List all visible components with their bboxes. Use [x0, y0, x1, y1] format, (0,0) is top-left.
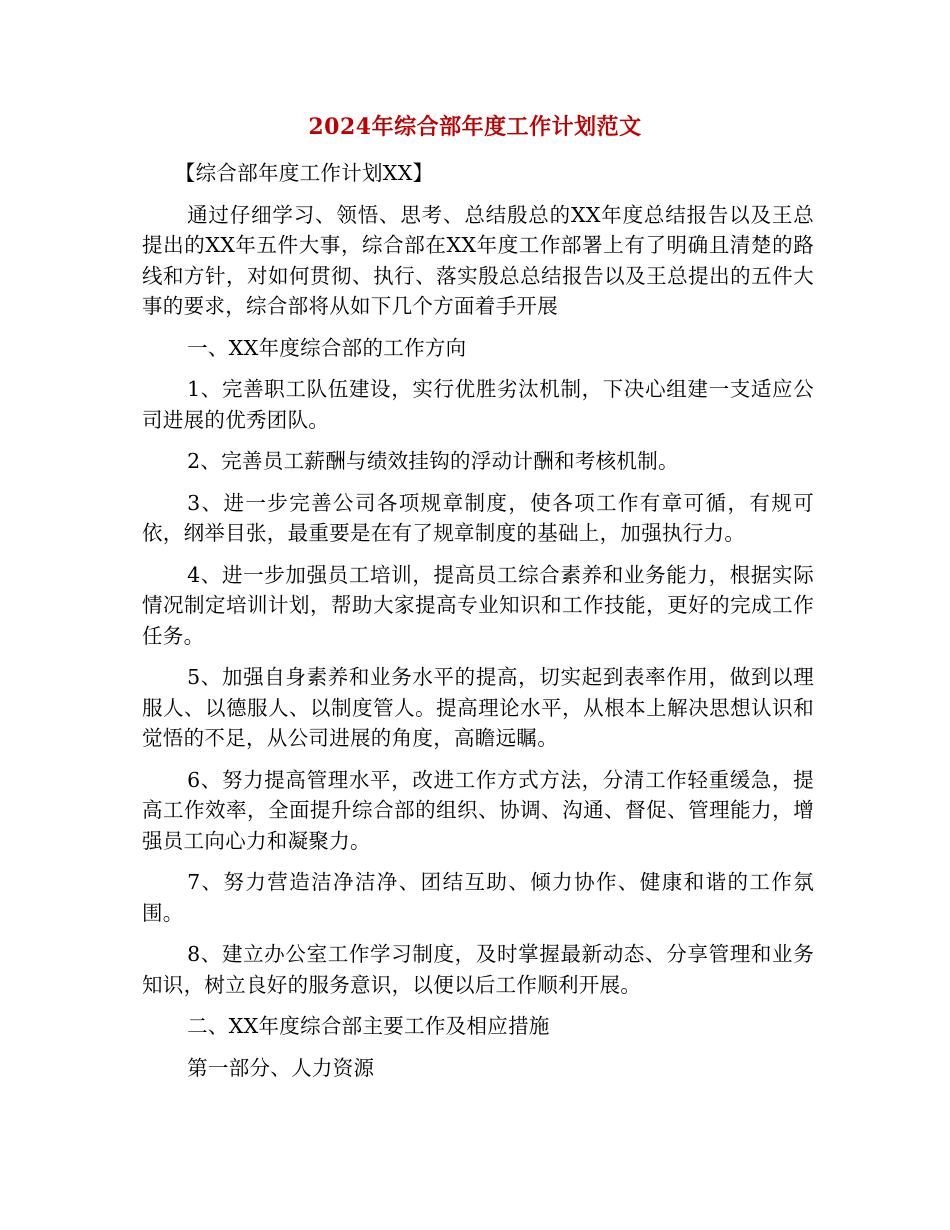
list-item-1: 1、完善职工队伍建设，实行优胜劣汰机制，下决心组建一支适应公司进展的优秀团队。 [142, 377, 814, 432]
subsection-heading: 第一部分、人力资源 [187, 1055, 375, 1080]
document-body [142, 158, 814, 1094]
section-heading-2: 二、XX年度综合部主要工作及相应措施 [187, 1014, 550, 1038]
list-item-2: 2、完善员工薪酬与绩效挂钩的浮动计酬和考核机制。 [187, 449, 679, 473]
list-item-6: 6、努力提高管理水平，改进工作方式方法，分清工作轻重缓急，提高工作效率，全面提升综合部的组织、协调、沟通、督促、管理能力，增强员工向心力和凝聚力。 [142, 767, 814, 853]
document-title: 2024年综合部年度工作计划范文 [308, 114, 642, 140]
section-heading-1: 一、XX年度综合部的工作方向 [187, 335, 467, 360]
list-item-3: 3、进一步完善公司各项规章制度，使各项工作有章可循，有规可依，纲举目张，最重要是在有了规章制度的基础上，加强执行力。 [142, 490, 814, 545]
list-item-7: 7、努力营造洁净洁净、团结互助、倾力协作、健康和谐的工作氛围。 [142, 870, 814, 925]
list-item-4: 4、进一步加强员工培训，提高员工综合素养和业务能力，根据实际情况制定培训计划，帮助大家提高专业知识和工作技能，更好的完成工作任务。 [142, 562, 814, 648]
intro-paragraph: 通过仔细学习、领悟、思考、总结殷总的XX年度总结报告以及王总提出的XX年五件大事，综合部在XX年度工作部署上有了明确且清楚的路线和方针，对如何贯彻、执行、落实殷总总结报告以及王总提出的五件大事的要求，综合部将从如下几个方面着手开展 [142, 202, 814, 318]
list-item-8: 8、建立办公室工作学习制度，及时掌握最新动态、分享管理和业务知识，树立良好的服务意识，以便以后工作顺利开展。 [142, 942, 814, 997]
section-bracket-heading: 【综合部年度工作计划XX】 [174, 161, 434, 185]
list-item-5: 5、加强自身素养和业务水平的提高，切实起到表率作用，做到以理服人、以德服人、以制度管人。提高理论水平，从根本上解决思想认识和觉悟的不足，从公司进展的角度，高瞻远瞩。 [142, 665, 814, 750]
